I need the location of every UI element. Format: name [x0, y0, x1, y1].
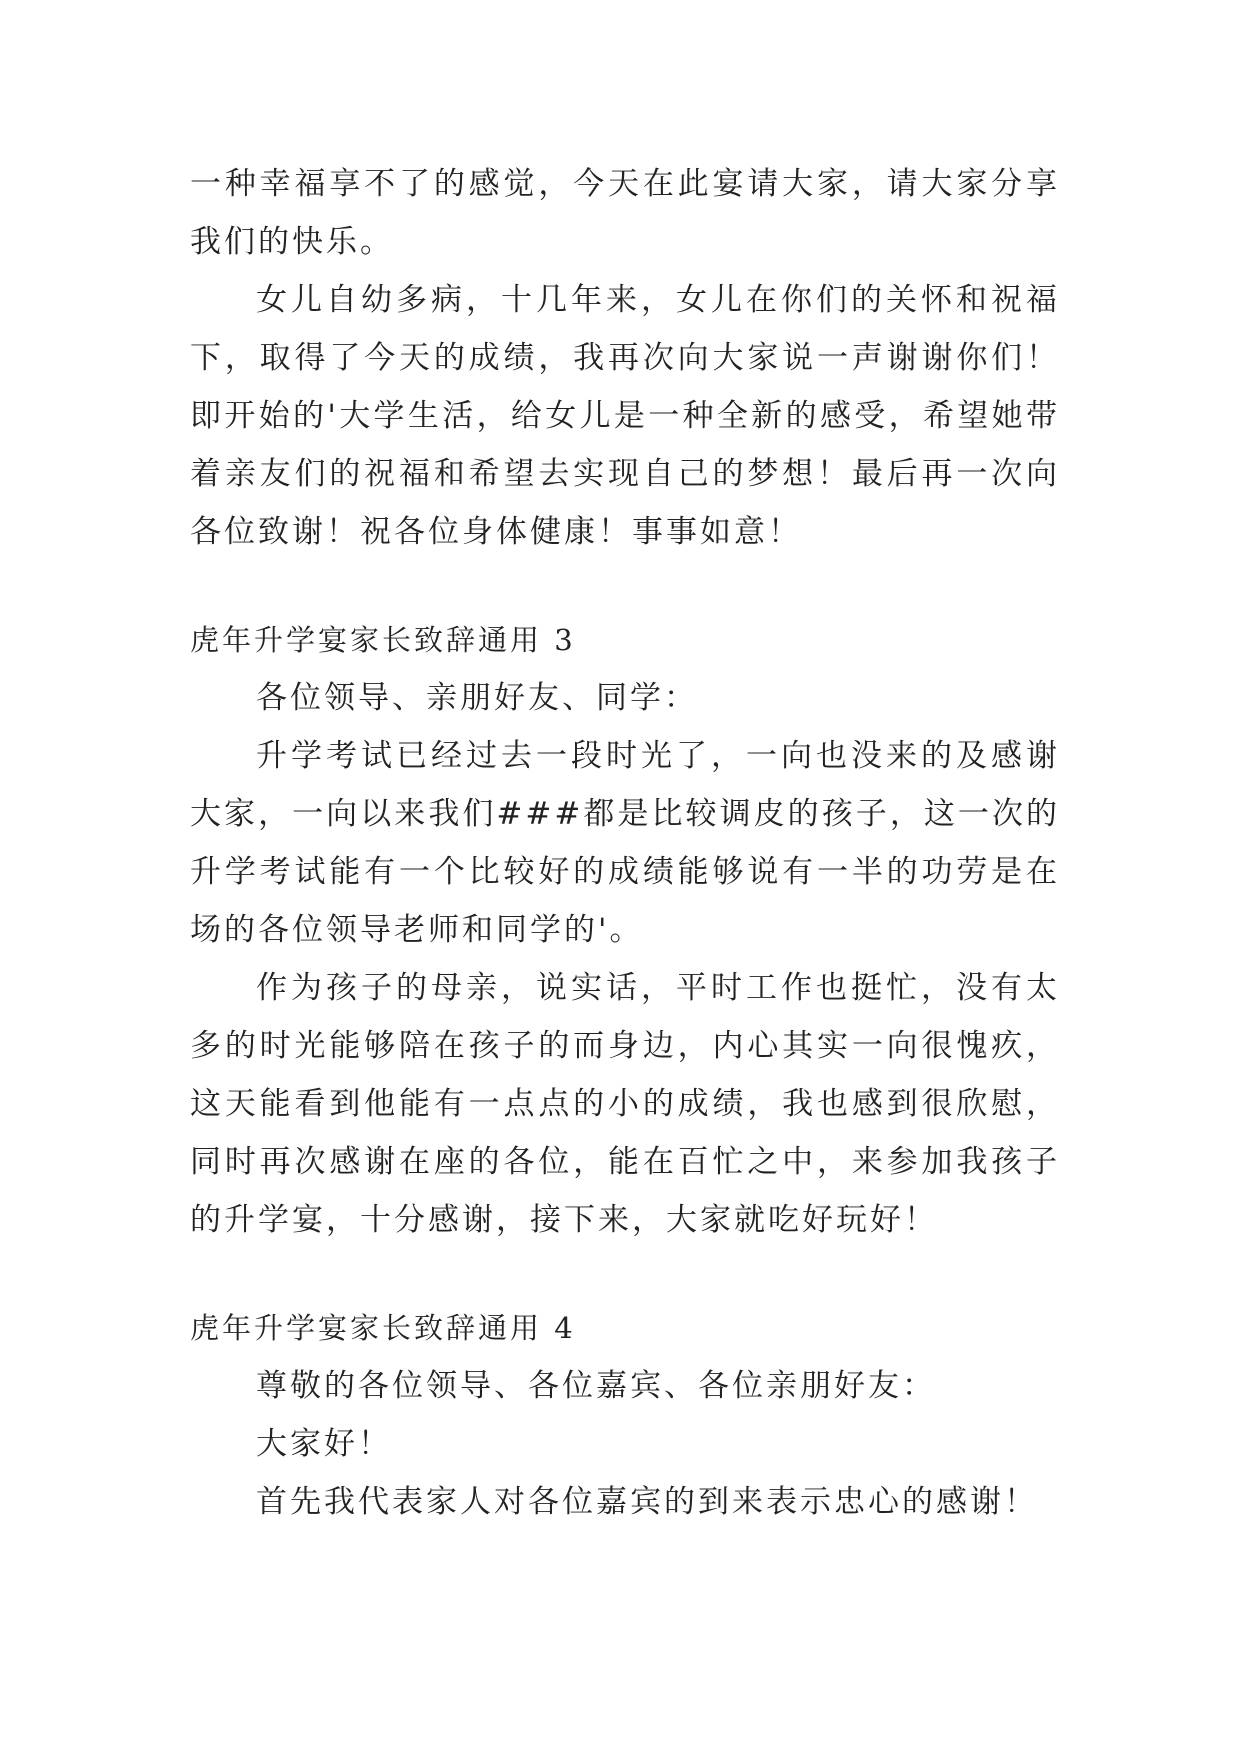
paragraph-continuation: 一种幸福享不了的感觉，今天在此宴请大家，请大家分享我们的快乐。 [190, 166, 1060, 260]
section-4-hello: 大家好！ [256, 1426, 392, 1462]
paragraph-daughter-thanks: 女儿自幼多病，十几年来，女儿在你们的关怀和祝福下，取得了今天的成绩，我再次向大家说一声谢谢你们！即开始的'大学生活，给女儿是一种全新的感受，希望她带着亲友们的祝福和希望去实现自己的梦想！最后再一次向各位致谢！祝各位身体健康！事事如意！ [190, 282, 1060, 550]
section-4-thanks: 首先我代表家人对各位嘉宾的到来表示忠心的感谢！ [256, 1484, 1038, 1520]
section-4-title: 虎年升学宴家长致辞通用 4 [190, 1311, 576, 1345]
section-3-greeting: 各位领导、亲朋好友、同学： [256, 680, 698, 716]
section-4-greeting: 尊敬的各位领导、各位嘉宾、各位亲朋好友： [256, 1368, 936, 1404]
section-3-title: 虎年升学宴家长致辞通用 3 [190, 623, 576, 657]
section-3-paragraph-exam: 升学考试已经过去一段时光了，一向也没来的及感谢大家，一向以来我们###都是比较调皮的孩子，这一次的升学考试能有一个比较好的成绩能够说有一半的功劳是在场的各位领导老师和同学的'。 [190, 738, 1060, 948]
section-3-paragraph-mother: 作为孩子的母亲，说实话，平时工作也挺忙，没有太多的时光能够陪在孩子的而身边，内心其实一向很愧疚，这天能看到他能有一点点的小的成绩，我也感到很欣慰，同时再次感谢在座的各位，能在百忙之中，来参加我孩子的升学宴，十分感谢，接下来，大家就吃好玩好！ [190, 970, 1060, 1238]
document-body [190, 155, 1060, 1531]
